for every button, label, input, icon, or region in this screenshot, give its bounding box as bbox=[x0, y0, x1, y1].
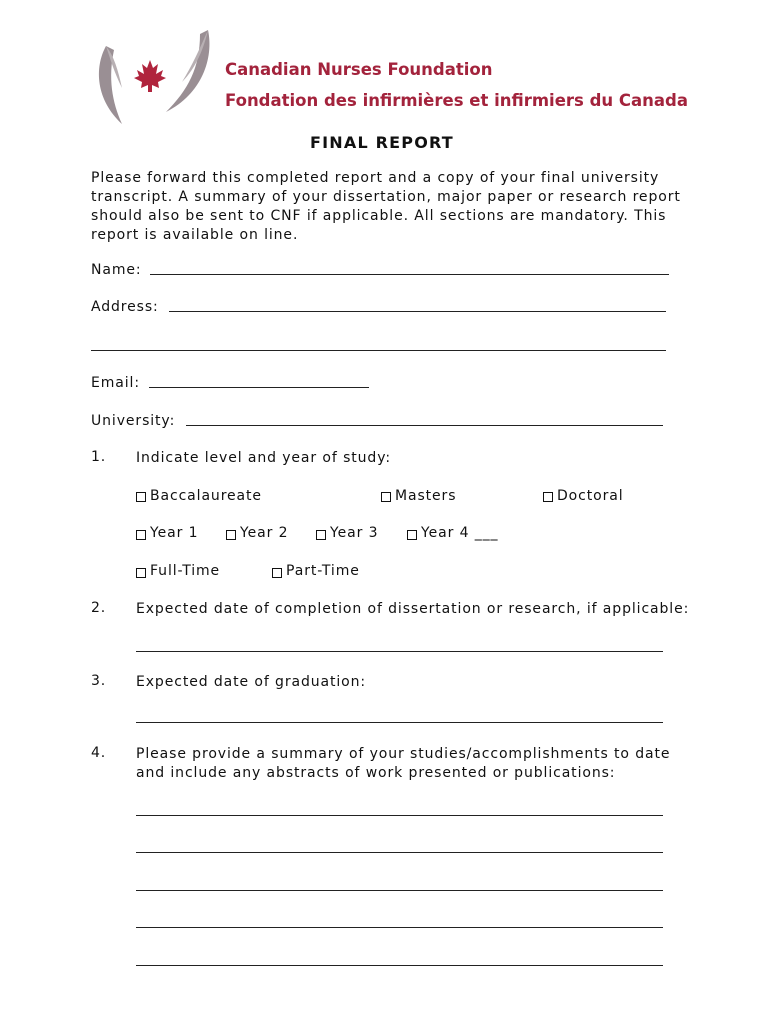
page-title: FINAL REPORT bbox=[310, 133, 454, 152]
year-2-label: Year 2 bbox=[240, 525, 289, 541]
q4-answer-field-3[interactable] bbox=[136, 890, 663, 891]
address-label: Address: bbox=[91, 299, 159, 315]
full-time-checkbox[interactable] bbox=[136, 568, 146, 578]
maple-leaf-antler-logo bbox=[92, 28, 216, 128]
intro-line-3: should also be sent to CNF if applicable. All sections are mandatory. This bbox=[91, 208, 667, 224]
intro-line-1: Please forward this completed report and a copy of your final university bbox=[91, 170, 660, 186]
university-field[interactable] bbox=[186, 425, 663, 426]
email-field[interactable] bbox=[149, 387, 369, 388]
full-time-label: Full-Time bbox=[150, 563, 221, 579]
q4-answer-field-4[interactable] bbox=[136, 927, 663, 928]
q4-answer-field-2[interactable] bbox=[136, 852, 663, 853]
year-4-label: Year 4 ___ bbox=[421, 525, 499, 541]
masters-label: Masters bbox=[395, 488, 457, 504]
year-2-checkbox[interactable] bbox=[226, 530, 236, 540]
masters-checkbox[interactable] bbox=[381, 492, 391, 502]
q4-answer-field-5[interactable] bbox=[136, 965, 663, 966]
q1-number: 1. bbox=[91, 449, 107, 465]
doctoral-label: Doctoral bbox=[557, 488, 624, 504]
email-label: Email: bbox=[91, 375, 140, 391]
intro-line-4: report is available on line. bbox=[91, 227, 299, 243]
baccalaureate-checkbox[interactable] bbox=[136, 492, 146, 502]
q2-text: Expected date of completion of dissertation or research, if applicable: bbox=[136, 601, 690, 617]
baccalaureate-label: Baccalaureate bbox=[150, 488, 262, 504]
name-label: Name: bbox=[91, 262, 142, 278]
q3-answer-field[interactable] bbox=[136, 722, 663, 723]
university-label: University: bbox=[91, 413, 176, 429]
year-1-checkbox[interactable] bbox=[136, 530, 146, 540]
q3-text: Expected date of graduation: bbox=[136, 674, 367, 690]
address-field-2[interactable] bbox=[91, 350, 666, 351]
q4-answer-field-1[interactable] bbox=[136, 815, 663, 816]
year-3-label: Year 3 bbox=[330, 525, 379, 541]
q4-text-line-1: Please provide a summary of your studies/accomplishments to date bbox=[136, 746, 671, 762]
part-time-checkbox[interactable] bbox=[272, 568, 282, 578]
name-field[interactable] bbox=[150, 274, 669, 275]
intro-line-2: transcript. A summary of your dissertation, major paper or research report bbox=[91, 189, 681, 205]
year-1-label: Year 1 bbox=[150, 525, 199, 541]
doctoral-checkbox[interactable] bbox=[543, 492, 553, 502]
year-3-checkbox[interactable] bbox=[316, 530, 326, 540]
q3-number: 3. bbox=[91, 673, 107, 689]
part-time-label: Part-Time bbox=[286, 563, 360, 579]
org-name-fr: Fondation des infirmières et infirmiers du Canada bbox=[225, 91, 688, 110]
year-4-checkbox[interactable] bbox=[407, 530, 417, 540]
q4-number: 4. bbox=[91, 745, 107, 761]
address-field-1[interactable] bbox=[169, 311, 666, 312]
org-name-en: Canadian Nurses Foundation bbox=[225, 60, 493, 79]
q4-text-line-2: and include any abstracts of work presented or publications: bbox=[136, 765, 616, 781]
q2-answer-field[interactable] bbox=[136, 651, 663, 652]
q2-number: 2. bbox=[91, 600, 107, 616]
q1-text: Indicate level and year of study: bbox=[136, 450, 391, 466]
